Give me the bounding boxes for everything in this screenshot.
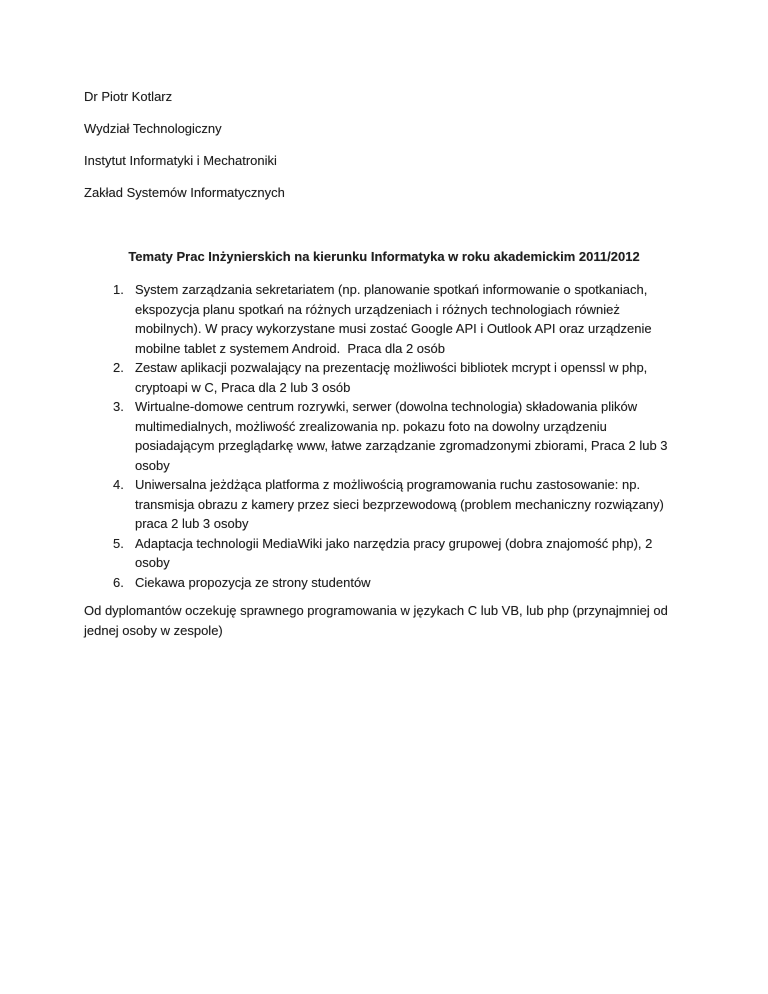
topic-number: 3. bbox=[113, 399, 124, 414]
topic-item bbox=[84, 280, 684, 358]
author-line: Dr Piotr Kotlarz bbox=[84, 89, 173, 104]
topic-number: 6. bbox=[113, 574, 124, 590]
topic-text: Wirtualne-domowe centrum rozrywki, serwer (dowolna technologia) składowania plików multimedialnych, możliwość zrealizowania np. pokazu foto na dowolny urządzeniu posiadającym przeglądarkę www, łatwe zarządzanie zgromadzonymi zbiorami, Praca 2 lub 3 osoby bbox=[135, 399, 672, 473]
institute-line: Instytut Informatyki i Mechatroniki bbox=[84, 153, 277, 168]
topic-item bbox=[84, 534, 684, 573]
faculty-line: Wydział Technologiczny bbox=[84, 121, 222, 136]
document-content bbox=[84, 87, 684, 641]
topics-list bbox=[84, 280, 684, 592]
topic-item bbox=[84, 573, 684, 593]
department-line: Zakład Systemów Informatycznych bbox=[84, 185, 285, 200]
topic-number: 5. bbox=[113, 535, 124, 551]
topic-text: System zarządzania sekretariatem (np. planowanie spotkań informowanie o spotkaniach, ekspozycja planu spotkań na różnych urządzeniach i różnych technologiach również mobilnych). W pracy wykorzystane musi zostać Google API i Outlook API oraz urządzenie mobilne tablet z systemem Android. Praca dla 2 osób bbox=[135, 282, 656, 356]
topic-text: Uniwersalna jeżdżąca platforma z możliwością programowania ruchu zastosowanie: np. transmisja obrazu z kamery przez sieci bezprzewodową (problem mechaniczny rozwiązany) praca 2 lub 3 osoby bbox=[135, 477, 668, 531]
topic-number: 2. bbox=[113, 360, 124, 375]
topic-number: 1. bbox=[113, 282, 124, 297]
topic-item bbox=[84, 475, 684, 534]
topic-number: 4. bbox=[113, 477, 124, 492]
topic-text: Zestaw aplikacji pozwalający na prezentację możliwości bibliotek mcrypt i openssl w php, cryptoapi w C, Praca dla 2 lub 3 osób bbox=[135, 360, 651, 395]
topic-text: Ciekawa propozycja ze strony studentów bbox=[135, 574, 371, 590]
closing-paragraph: Od dyplomantów oczekuję sprawnego programowania w językach C lub VB, lub php (przynajmniej od jednej osoby w zespole) bbox=[84, 603, 668, 638]
topic-item bbox=[84, 358, 684, 397]
document-title: Tematy Prac Inżynierskich na kierunku Informatyka w roku akademickim 2011/2012 bbox=[128, 249, 640, 264]
topic-text: Adaptacja technologii MediaWiki jako narzędzia pracy grupowej (dobra znajomość php), 2 osoby bbox=[135, 535, 657, 570]
topic-item bbox=[84, 397, 684, 475]
